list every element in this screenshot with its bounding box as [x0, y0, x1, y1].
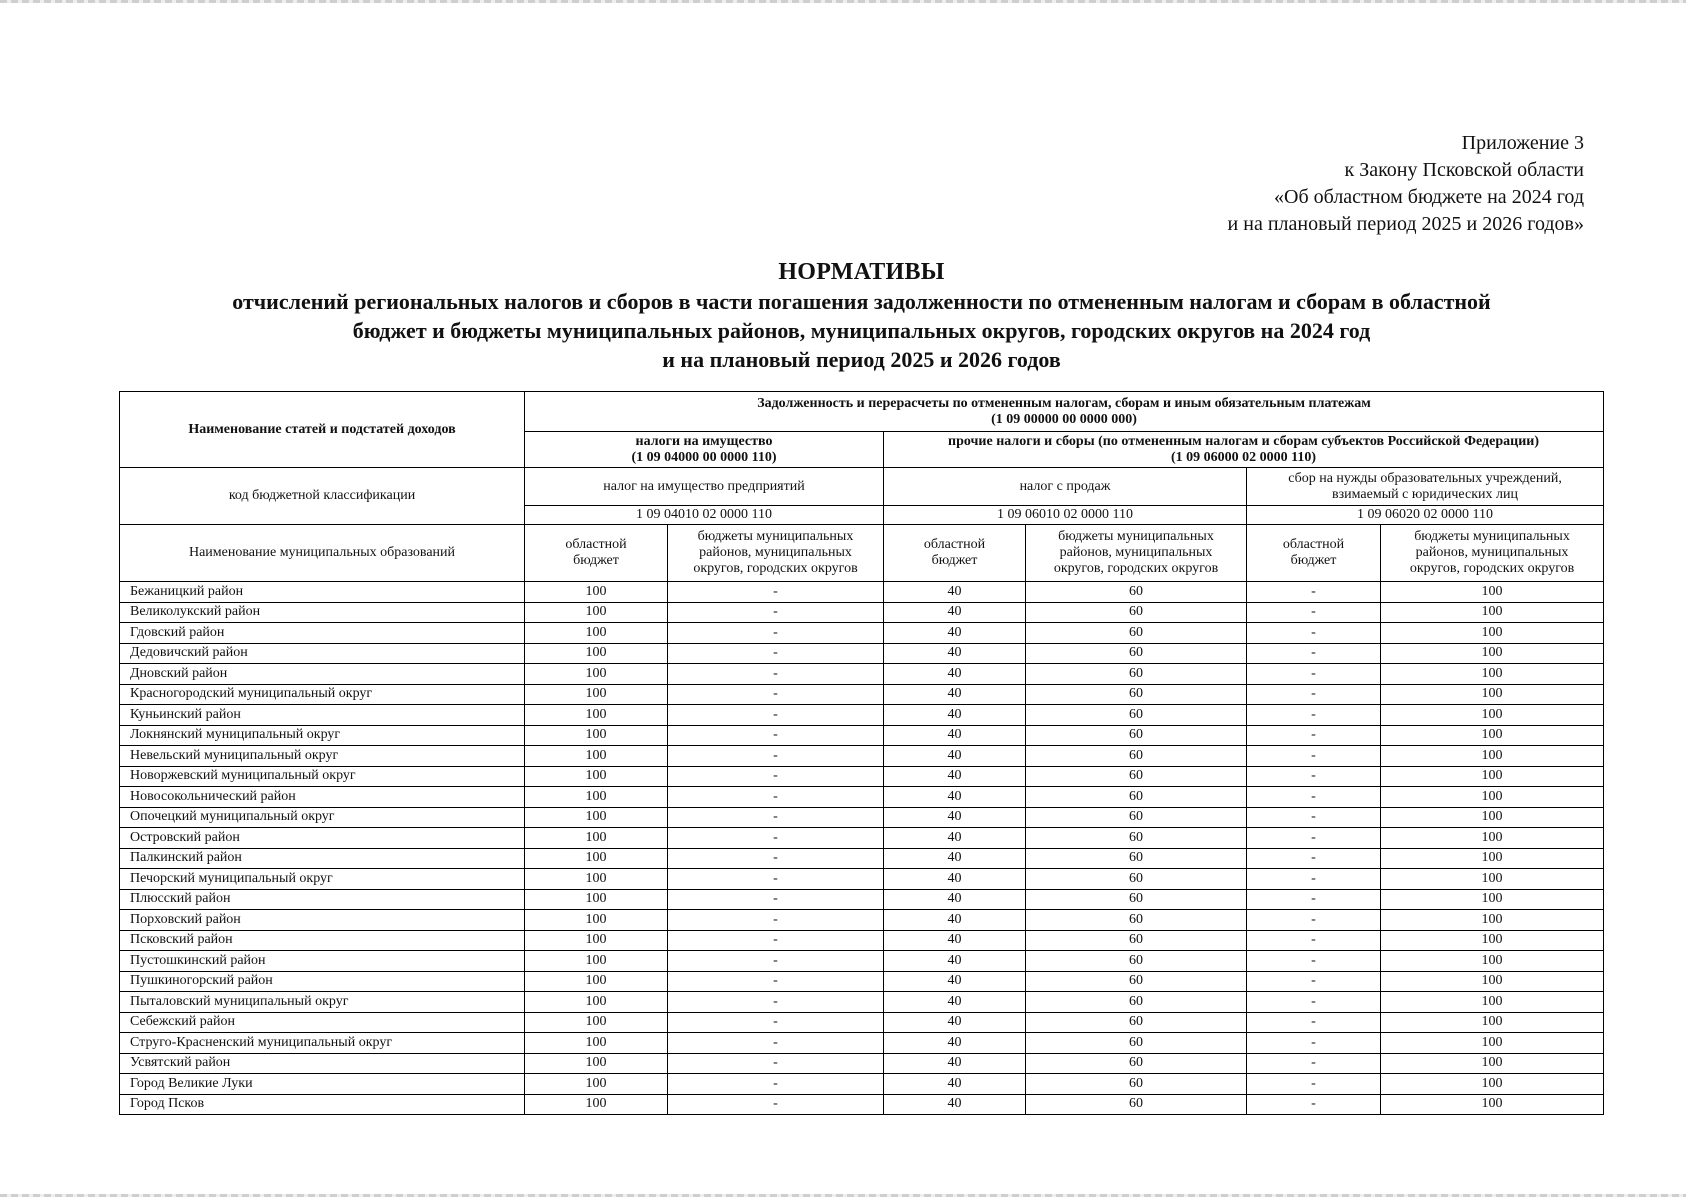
- regional-budget-education-cell: -: [1247, 992, 1381, 1013]
- table-row: [120, 787, 1604, 808]
- table-row: [120, 910, 1604, 931]
- regional-budget-enterprise-cell: 100: [525, 930, 668, 951]
- municipality-name-cell: Город Псков: [120, 1094, 525, 1115]
- municipal-budget-enterprise-cell: -: [668, 828, 884, 849]
- regional-budget-sales-cell: 40: [884, 643, 1026, 664]
- regional-budget-education-cell: -: [1247, 910, 1381, 931]
- municipal-budget-education-cell: 100: [1381, 1094, 1604, 1115]
- regional-budget-enterprise-cell: 100: [525, 807, 668, 828]
- header-municipal-names: Наименование муниципальных образований: [120, 525, 525, 582]
- regional-budget-sales-cell: 40: [884, 1053, 1026, 1074]
- municipal-budget-enterprise-cell: -: [668, 910, 884, 931]
- regional-budget-education-cell: -: [1247, 1012, 1381, 1033]
- municipal-budget-sales-cell: 60: [1026, 787, 1247, 808]
- municipal-budget-enterprise-cell: -: [668, 848, 884, 869]
- municipality-name-cell: Красногородский муниципальный округ: [120, 684, 525, 705]
- municipal-budget-sales-cell: 60: [1026, 766, 1247, 787]
- municipal-budget-education-cell: 100: [1381, 582, 1604, 603]
- municipal-budget-sales-cell: 60: [1026, 1094, 1247, 1115]
- regional-budget-education-cell: -: [1247, 807, 1381, 828]
- municipality-name-cell: Пустошкинский район: [120, 951, 525, 972]
- municipal-budget-sales-cell: 60: [1026, 1053, 1247, 1074]
- table-row: [120, 725, 1604, 746]
- table-row: [120, 828, 1604, 849]
- municipality-name-cell: Плюсский район: [120, 889, 525, 910]
- municipality-name-cell: Струго-Красненский муниципальный округ: [120, 1033, 525, 1054]
- municipal-budget-education-cell: 100: [1381, 910, 1604, 931]
- regional-budget-sales-cell: 40: [884, 623, 1026, 644]
- regional-budget-sales-cell: 40: [884, 910, 1026, 931]
- header-debt-group: Задолженность и перерасчеты по отмененным налогам, сборам и иным обязательным платежам (1 09 00000 00 0000 000): [525, 392, 1604, 432]
- header-code-enterprise: 1 09 04010 02 0000 110: [525, 506, 884, 525]
- municipal-budget-enterprise-cell: -: [668, 1033, 884, 1054]
- regional-budget-sales-cell: 40: [884, 787, 1026, 808]
- municipality-name-cell: Палкинский район: [120, 848, 525, 869]
- regional-budget-education-cell: -: [1247, 746, 1381, 767]
- municipal-budget-sales-cell: 60: [1026, 684, 1247, 705]
- title-line: и на плановый период 2025 и 2026 годов: [662, 347, 1061, 372]
- regional-budget-enterprise-cell: 100: [525, 684, 668, 705]
- regional-budget-sales-cell: 40: [884, 664, 1026, 685]
- municipal-budget-enterprise-cell: -: [668, 787, 884, 808]
- regional-budget-education-cell: -: [1247, 848, 1381, 869]
- municipality-name-cell: Дедовичский район: [120, 643, 525, 664]
- municipal-budget-sales-cell: 60: [1026, 664, 1247, 685]
- regional-budget-sales-cell: 40: [884, 1074, 1026, 1095]
- municipal-budget-education-cell: 100: [1381, 869, 1604, 890]
- municipal-budget-enterprise-cell: -: [668, 664, 884, 685]
- municipal-budget-sales-cell: 60: [1026, 1033, 1247, 1054]
- regional-budget-enterprise-cell: 100: [525, 869, 668, 890]
- municipal-budget-sales-cell: 60: [1026, 971, 1247, 992]
- regional-budget-sales-cell: 40: [884, 951, 1026, 972]
- regional-budget-enterprise-cell: 100: [525, 971, 668, 992]
- municipal-budget-enterprise-cell: -: [668, 992, 884, 1013]
- municipal-budget-enterprise-cell: -: [668, 1074, 884, 1095]
- municipal-budget-sales-cell: 60: [1026, 746, 1247, 767]
- table-row: [120, 889, 1604, 910]
- header-municipal-budgets: бюджеты муниципальных районов, муниципальных округов, городских округов: [1381, 525, 1604, 582]
- scan-edge-top: [0, 0, 1686, 3]
- header-items: Наименование статей и подстатей доходов: [120, 392, 525, 468]
- regional-budget-education-cell: -: [1247, 684, 1381, 705]
- municipal-budget-sales-cell: 60: [1026, 725, 1247, 746]
- municipal-budget-education-cell: 100: [1381, 705, 1604, 726]
- municipal-budget-sales-cell: 60: [1026, 1012, 1247, 1033]
- municipal-budget-enterprise-cell: -: [668, 623, 884, 644]
- regional-budget-enterprise-cell: 100: [525, 705, 668, 726]
- regional-budget-enterprise-cell: 100: [525, 1074, 668, 1095]
- scan-edge-bottom: [0, 1194, 1686, 1197]
- table-row: [120, 971, 1604, 992]
- municipal-budget-education-cell: 100: [1381, 889, 1604, 910]
- header-other-taxes: прочие налоги и сборы (по отмененным налогам и сборам субъектов Российской Федерации) (1 09 06000 02 0000 110): [884, 432, 1604, 468]
- regional-budget-education-cell: -: [1247, 1033, 1381, 1054]
- municipal-budget-enterprise-cell: -: [668, 807, 884, 828]
- municipality-name-cell: Великолукский район: [120, 602, 525, 623]
- municipal-budget-education-cell: 100: [1381, 807, 1604, 828]
- municipal-budget-enterprise-cell: -: [668, 684, 884, 705]
- header-municipal-budgets: бюджеты муниципальных районов, муниципальных округов, городских округов: [1026, 525, 1247, 582]
- table-row: [120, 623, 1604, 644]
- regional-budget-sales-cell: 40: [884, 828, 1026, 849]
- regional-budget-education-cell: -: [1247, 766, 1381, 787]
- regional-budget-sales-cell: 40: [884, 992, 1026, 1013]
- regional-budget-education-cell: -: [1247, 951, 1381, 972]
- document-title: [120, 257, 1603, 374]
- municipal-budget-sales-cell: 60: [1026, 848, 1247, 869]
- municipality-name-cell: Город Великие Луки: [120, 1074, 525, 1095]
- regional-budget-sales-cell: 40: [884, 889, 1026, 910]
- municipality-name-cell: Островский район: [120, 828, 525, 849]
- municipal-budget-education-cell: 100: [1381, 848, 1604, 869]
- municipal-budget-sales-cell: 60: [1026, 910, 1247, 931]
- municipal-budget-education-cell: 100: [1381, 1074, 1604, 1095]
- municipal-budget-enterprise-cell: -: [668, 951, 884, 972]
- header-education-fee: сбор на нужды образовательных учреждений, взимаемый с юридических лиц: [1247, 468, 1604, 506]
- municipal-budget-education-cell: 100: [1381, 1053, 1604, 1074]
- table-body: [120, 582, 1604, 1115]
- municipal-budget-education-cell: 100: [1381, 602, 1604, 623]
- table-row: [120, 807, 1604, 828]
- regional-budget-education-cell: -: [1247, 643, 1381, 664]
- regional-budget-sales-cell: 40: [884, 684, 1026, 705]
- regional-budget-enterprise-cell: 100: [525, 1012, 668, 1033]
- municipal-budget-enterprise-cell: -: [668, 746, 884, 767]
- regional-budget-enterprise-cell: 100: [525, 848, 668, 869]
- table-row: [120, 766, 1604, 787]
- regional-budget-sales-cell: 40: [884, 705, 1026, 726]
- regional-budget-education-cell: -: [1247, 869, 1381, 890]
- appendix-line: Приложение 3: [1461, 132, 1584, 154]
- municipal-budget-enterprise-cell: -: [668, 725, 884, 746]
- municipal-budget-education-cell: 100: [1381, 643, 1604, 664]
- header-municipal-budgets: бюджеты муниципальных районов, муниципальных округов, городских округов: [668, 525, 884, 582]
- table-row: [120, 1033, 1604, 1054]
- municipal-budget-enterprise-cell: -: [668, 930, 884, 951]
- regional-budget-education-cell: -: [1247, 1074, 1381, 1095]
- municipal-budget-education-cell: 100: [1381, 828, 1604, 849]
- municipal-budget-education-cell: 100: [1381, 746, 1604, 767]
- title-line: бюджет и бюджеты муниципальных районов, муниципальных округов, городских округов на 2024 год: [352, 318, 1371, 343]
- regional-budget-enterprise-cell: 100: [525, 1094, 668, 1115]
- municipal-budget-sales-cell: 60: [1026, 930, 1247, 951]
- table-row: [120, 1012, 1604, 1033]
- municipality-name-cell: Усвятский район: [120, 1053, 525, 1074]
- regional-budget-enterprise-cell: 100: [525, 1053, 668, 1074]
- regional-budget-education-cell: -: [1247, 582, 1381, 603]
- regional-budget-enterprise-cell: 100: [525, 992, 668, 1013]
- municipal-budget-education-cell: 100: [1381, 725, 1604, 746]
- regional-budget-education-cell: -: [1247, 705, 1381, 726]
- table-row: [120, 582, 1604, 603]
- regional-budget-sales-cell: 40: [884, 807, 1026, 828]
- municipal-budget-sales-cell: 60: [1026, 992, 1247, 1013]
- municipal-budget-sales-cell: 60: [1026, 705, 1247, 726]
- header-budget-code-label: код бюджетной классификации: [120, 468, 525, 525]
- municipality-name-cell: Пушкиногорский район: [120, 971, 525, 992]
- municipal-budget-education-cell: 100: [1381, 930, 1604, 951]
- title-line: отчислений региональных налогов и сборов в части погашения задолженности по отмененным налогам и сборам в областной: [232, 289, 1491, 314]
- municipality-name-cell: Печорский муниципальный округ: [120, 869, 525, 890]
- municipal-budget-education-cell: 100: [1381, 766, 1604, 787]
- municipal-budget-enterprise-cell: -: [668, 971, 884, 992]
- appendix-line: и на плановый период 2025 и 2026 годов»: [1227, 213, 1584, 235]
- regional-budget-enterprise-cell: 100: [525, 602, 668, 623]
- title-main: НОРМАТИВЫ: [778, 259, 945, 285]
- header-regional-budget: областной бюджет: [525, 525, 668, 582]
- regional-budget-sales-cell: 40: [884, 1012, 1026, 1033]
- header-code-sales: 1 09 06010 02 0000 110: [884, 506, 1247, 525]
- regional-budget-enterprise-cell: 100: [525, 725, 668, 746]
- table-row: [120, 602, 1604, 623]
- regional-budget-education-cell: -: [1247, 787, 1381, 808]
- municipal-budget-sales-cell: 60: [1026, 869, 1247, 890]
- regional-budget-enterprise-cell: 100: [525, 828, 668, 849]
- municipality-name-cell: Себежский район: [120, 1012, 525, 1033]
- municipality-name-cell: Куньинский район: [120, 705, 525, 726]
- header-property-taxes: налоги на имущество (1 09 04000 00 0000 110): [525, 432, 884, 468]
- regional-budget-enterprise-cell: 100: [525, 623, 668, 644]
- regional-budget-enterprise-cell: 100: [525, 951, 668, 972]
- regional-budget-education-cell: -: [1247, 1094, 1381, 1115]
- appendix-reference: [1228, 130, 1584, 238]
- regional-budget-enterprise-cell: 100: [525, 787, 668, 808]
- table-row: [120, 930, 1604, 951]
- table-row: [120, 1074, 1604, 1095]
- regional-budget-enterprise-cell: 100: [525, 664, 668, 685]
- regional-budget-education-cell: -: [1247, 930, 1381, 951]
- municipality-name-cell: Новоржевский муниципальный округ: [120, 766, 525, 787]
- municipal-budget-education-cell: 100: [1381, 684, 1604, 705]
- municipal-budget-enterprise-cell: -: [668, 766, 884, 787]
- municipal-budget-sales-cell: 60: [1026, 643, 1247, 664]
- municipal-budget-sales-cell: 60: [1026, 582, 1247, 603]
- header-regional-budget: областной бюджет: [884, 525, 1026, 582]
- header-enterprise-tax: налог на имущество предприятий: [525, 468, 884, 506]
- municipality-name-cell: Опочецкий муниципальный округ: [120, 807, 525, 828]
- table-row: [120, 848, 1604, 869]
- regional-budget-education-cell: -: [1247, 1053, 1381, 1074]
- municipal-budget-education-cell: 100: [1381, 1012, 1604, 1033]
- municipal-budget-education-cell: 100: [1381, 664, 1604, 685]
- table-row: [120, 746, 1604, 767]
- regional-budget-sales-cell: 40: [884, 766, 1026, 787]
- regional-budget-enterprise-cell: 100: [525, 889, 668, 910]
- municipality-name-cell: Псковский район: [120, 930, 525, 951]
- municipal-budget-enterprise-cell: -: [668, 869, 884, 890]
- regional-budget-education-cell: -: [1247, 602, 1381, 623]
- municipal-budget-education-cell: 100: [1381, 992, 1604, 1013]
- table-row: [120, 1053, 1604, 1074]
- table-row: [120, 951, 1604, 972]
- regional-budget-enterprise-cell: 100: [525, 1033, 668, 1054]
- municipality-name-cell: Порховский район: [120, 910, 525, 931]
- regional-budget-sales-cell: 40: [884, 1033, 1026, 1054]
- regional-budget-sales-cell: 40: [884, 930, 1026, 951]
- municipality-name-cell: Пыталовский муниципальный округ: [120, 992, 525, 1013]
- municipal-budget-education-cell: 100: [1381, 951, 1604, 972]
- municipality-name-cell: Гдовский район: [120, 623, 525, 644]
- regional-budget-education-cell: -: [1247, 889, 1381, 910]
- municipal-budget-sales-cell: 60: [1026, 807, 1247, 828]
- appendix-line: «Об областном бюджете на 2024 год: [1274, 186, 1584, 208]
- regional-budget-sales-cell: 40: [884, 725, 1026, 746]
- regional-budget-education-cell: -: [1247, 828, 1381, 849]
- municipal-budget-sales-cell: 60: [1026, 828, 1247, 849]
- municipal-budget-enterprise-cell: -: [668, 1094, 884, 1115]
- header-regional-budget: областной бюджет: [1247, 525, 1381, 582]
- municipality-name-cell: Бежаницкий район: [120, 582, 525, 603]
- municipal-budget-education-cell: 100: [1381, 787, 1604, 808]
- municipal-budget-sales-cell: 60: [1026, 1074, 1247, 1095]
- regional-budget-education-cell: -: [1247, 971, 1381, 992]
- header-sales-tax: налог с продаж: [884, 468, 1247, 506]
- regional-budget-education-cell: -: [1247, 623, 1381, 644]
- municipal-budget-education-cell: 100: [1381, 623, 1604, 644]
- regional-budget-sales-cell: 40: [884, 848, 1026, 869]
- regional-budget-enterprise-cell: 100: [525, 766, 668, 787]
- regional-budget-education-cell: -: [1247, 725, 1381, 746]
- municipal-budget-enterprise-cell: -: [668, 1053, 884, 1074]
- municipality-name-cell: Новосокольнический район: [120, 787, 525, 808]
- regional-budget-enterprise-cell: 100: [525, 910, 668, 931]
- regional-budget-sales-cell: 40: [884, 1094, 1026, 1115]
- regional-budget-sales-cell: 40: [884, 869, 1026, 890]
- municipal-budget-enterprise-cell: -: [668, 602, 884, 623]
- table-row: [120, 992, 1604, 1013]
- municipal-budget-sales-cell: 60: [1026, 602, 1247, 623]
- regional-budget-sales-cell: 40: [884, 602, 1026, 623]
- table-row: [120, 869, 1604, 890]
- regional-budget-enterprise-cell: 100: [525, 746, 668, 767]
- regional-budget-sales-cell: 40: [884, 582, 1026, 603]
- table-row: [120, 643, 1604, 664]
- regional-budget-sales-cell: 40: [884, 971, 1026, 992]
- table-row: [120, 664, 1604, 685]
- appendix-line: к Закону Псковской области: [1344, 159, 1584, 181]
- regional-budget-enterprise-cell: 100: [525, 643, 668, 664]
- header-code-education: 1 09 06020 02 0000 110: [1247, 506, 1604, 525]
- table-row: [120, 1094, 1604, 1115]
- normatives-table: [119, 391, 1604, 1115]
- regional-budget-enterprise-cell: 100: [525, 582, 668, 603]
- municipality-name-cell: Дновский район: [120, 664, 525, 685]
- municipal-budget-education-cell: 100: [1381, 971, 1604, 992]
- municipal-budget-sales-cell: 60: [1026, 623, 1247, 644]
- municipal-budget-enterprise-cell: -: [668, 582, 884, 603]
- municipal-budget-enterprise-cell: -: [668, 889, 884, 910]
- regional-budget-sales-cell: 40: [884, 746, 1026, 767]
- municipal-budget-enterprise-cell: -: [668, 1012, 884, 1033]
- municipal-budget-education-cell: 100: [1381, 1033, 1604, 1054]
- municipality-name-cell: Локнянский муниципальный округ: [120, 725, 525, 746]
- municipality-name-cell: Невельский муниципальный округ: [120, 746, 525, 767]
- table-row: [120, 684, 1604, 705]
- municipal-budget-sales-cell: 60: [1026, 951, 1247, 972]
- municipal-budget-sales-cell: 60: [1026, 889, 1247, 910]
- regional-budget-education-cell: -: [1247, 664, 1381, 685]
- table-row: [120, 705, 1604, 726]
- municipal-budget-enterprise-cell: -: [668, 705, 884, 726]
- municipal-budget-enterprise-cell: -: [668, 643, 884, 664]
